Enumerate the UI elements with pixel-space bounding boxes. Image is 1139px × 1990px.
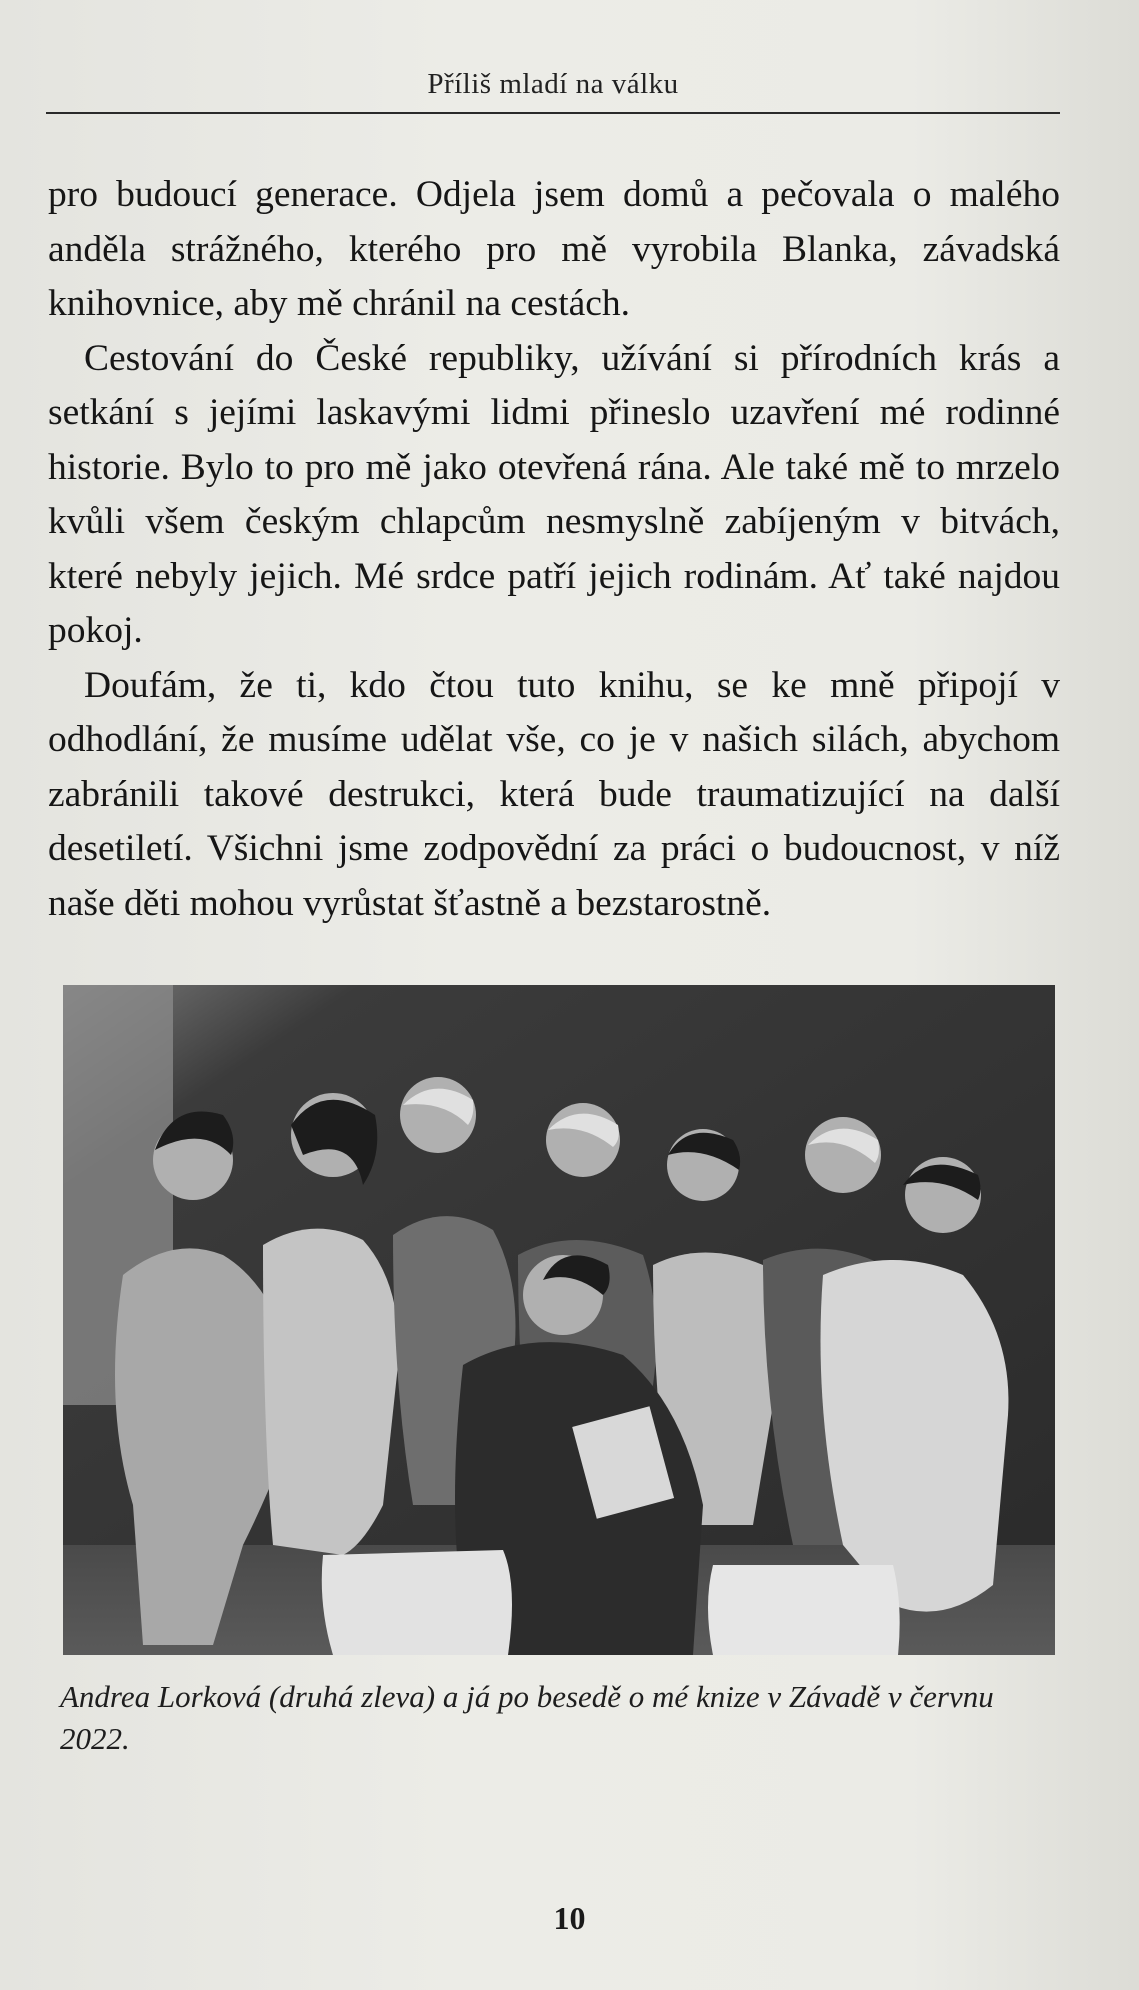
photo-caption: Andrea Lorková (druhá zleva) a já po besedě o mé knize v Závadě v červnu 2022.: [60, 1679, 994, 1756]
page-number: 10: [553, 1900, 586, 1936]
body-text: [48, 168, 1060, 931]
group-photo: [63, 985, 1055, 1655]
paragraph-2: Cestování do České republiky, užívání si přírodních krás a setkání s jejími laskavými lidmi přineslo uzavření mé rodinné historie. Bylo to pro mě jako otevřená rána. Ale také mě to mrzelo kvůli všem českým chlapcům nesmyslně zabíjeným v bitvách, které nebyly jejich. Mé srdce patří jejich rodinám. Ať také najdou pokoj.: [48, 337, 1060, 651]
paragraph-1: pro budoucí generace. Odjela jsem domů a pečovala o malého anděla strážného, kterého pro mě vyrobila Blanka, závadská knihovnice, aby mě chránil na cestách.: [48, 174, 1060, 324]
paragraph-3: Doufám, že ti, kdo čtou tuto knihu, se ke mně připojí v odhodlání, že musíme udělat vše, co je v našich silách, abychom zabránili takové destrukci, která bude traumatizující na další desetiletí. Všichni jsme zodpovědní za práci o budoucnost, v níž naše děti mohou vyrůstat šťastně a bezstarostně.: [48, 664, 1060, 924]
header-rule: [46, 112, 1060, 114]
running-head: Příliš mladí na válku: [427, 68, 679, 100]
